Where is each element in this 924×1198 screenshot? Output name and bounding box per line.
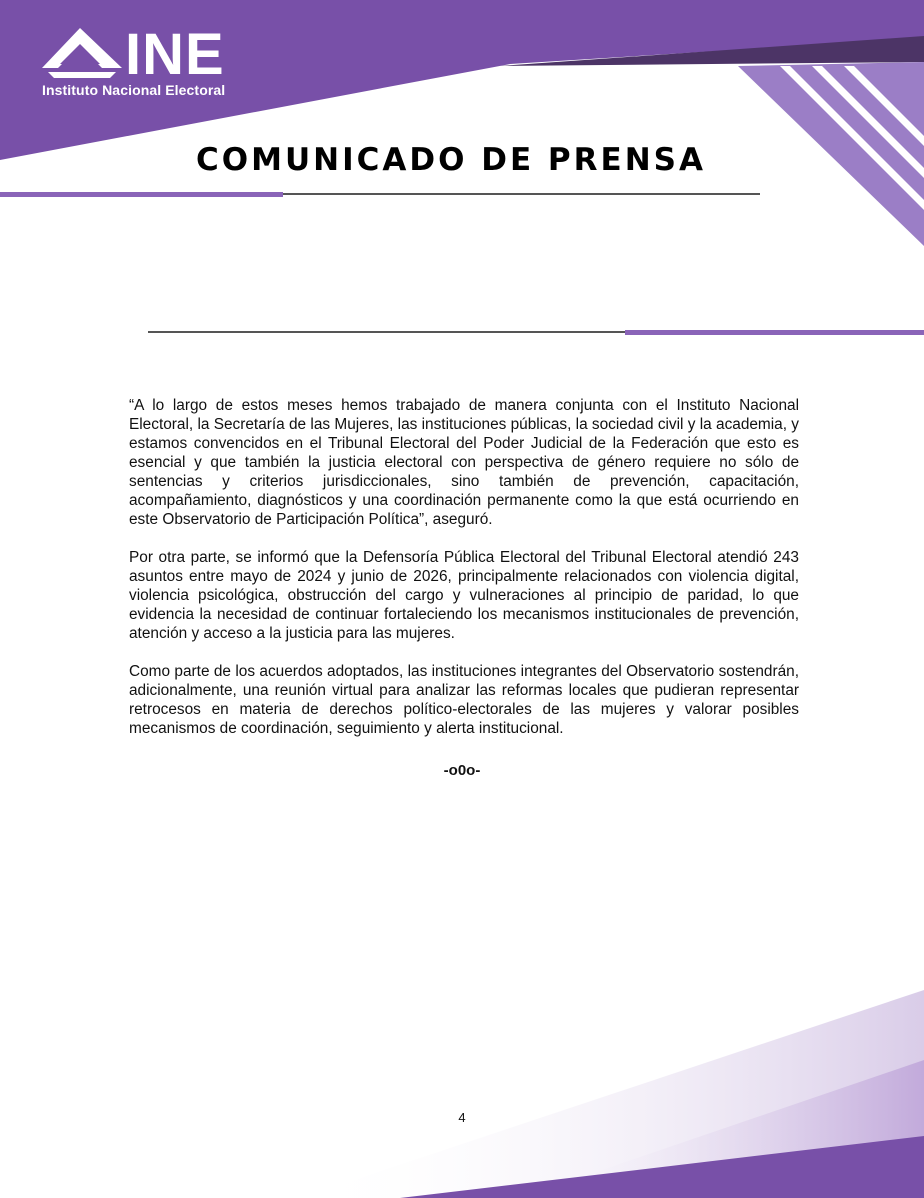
paragraph: Por otra parte, se informó que la Defensoría Pública Electoral del Tribunal Electoral atendió 243 asuntos entre mayo de 2024 y junio de 2026, principalmente relacionados con violencia digital, violencia psicológica, obstrucción del cargo y vulneraciones al principio de paridad, lo que evidencia la necesidad de continuar fortaleciendo los mecanismos institucionales de prevención, atención y acceso a la justicia para las mujeres.	[129, 549, 799, 642]
logo-wordmark: INE	[125, 22, 225, 87]
title-underline-gray	[283, 193, 760, 195]
divider-purple	[625, 330, 924, 335]
right-stripe-light	[738, 62, 924, 246]
title-underline-purple	[0, 192, 283, 197]
press-release-body	[129, 396, 799, 757]
page-title: COMUNICADO DE PRENSA	[196, 142, 706, 178]
paragraph: Como parte de los acuerdos adoptados, las instituciones integrantes del Observatorio sostendrán, adicionalmente, una reunión virtual para analizar las reformas locales que pudieran representar retrocesos en materia de derechos político-electorales de las mujeres y valorar posibles mecanismos de coordinación, seguimiento y alerta institucional.	[129, 663, 799, 737]
divider-gray	[148, 331, 628, 333]
closing-mark: -o0o-	[443, 762, 481, 779]
logo-subtitle: Instituto Nacional Electoral	[42, 82, 226, 98]
paragraph: “A lo largo de estos meses hemos trabajado de manera conjunta con el Instituto Nacional Electoral, la Secretaría de las Mujeres, las instituciones públicas, la sociedad civil y la academia, y estamos convencidos en el Tribunal Electoral del Poder Judicial de la Federación que esto es esencial y que también la justicia electoral con perspectiva de género requiere no sólo de sentencias y criterios jurisdiccionales, sino también de prevención, capacitación, acompañamiento, diagnósticos y una coordinación permanente como la que está ocurriendo en este Observatorio de Participación Política”, aseguró.	[129, 397, 799, 528]
page-number: 4	[458, 1110, 466, 1125]
